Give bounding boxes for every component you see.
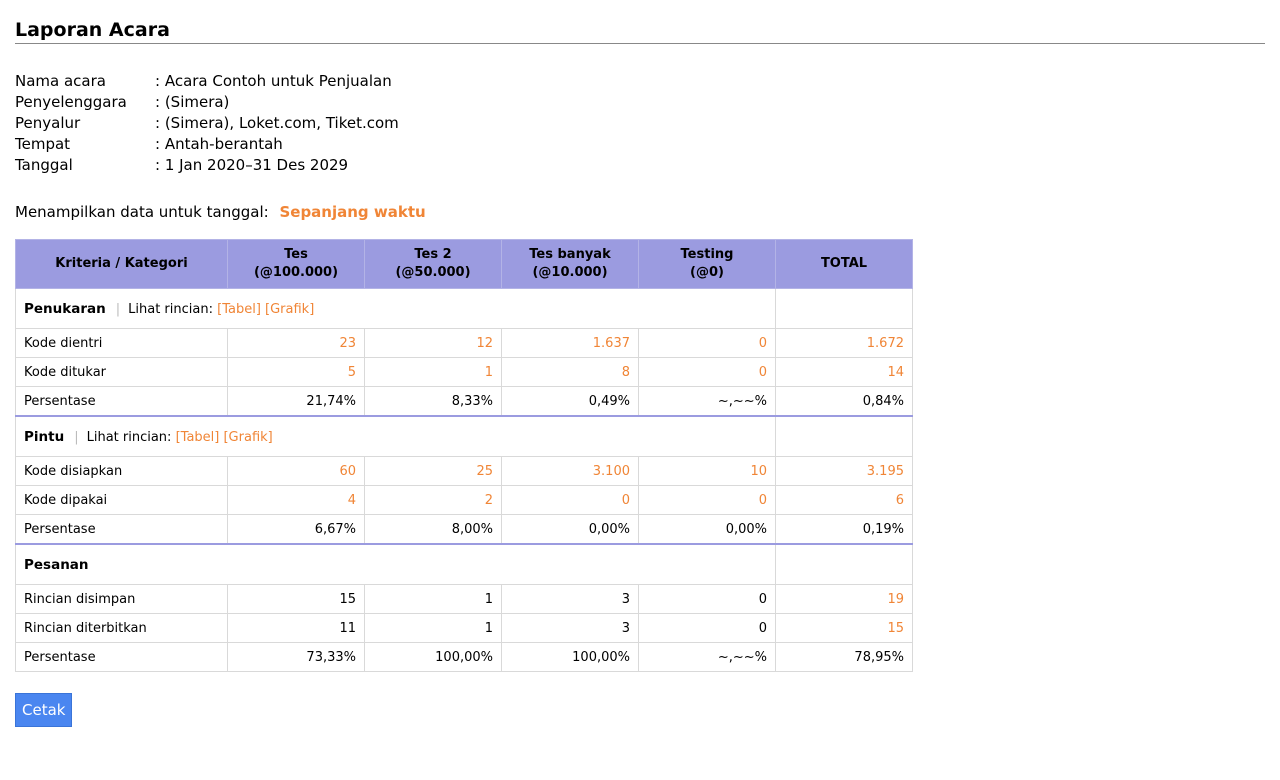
section-header-cell: [16, 416, 776, 457]
value-cell: 15: [228, 585, 365, 614]
value-cell[interactable]: 0: [639, 486, 776, 515]
value-cell: 0: [639, 614, 776, 643]
column-header-criteria: Kriteria / Kategori: [16, 240, 228, 289]
value-cell[interactable]: 4: [228, 486, 365, 515]
value-cell[interactable]: 0: [639, 329, 776, 358]
row-label: Kode dipakai: [16, 486, 228, 515]
info-row-event-name: [15, 71, 1265, 92]
value-cell[interactable]: 0: [502, 486, 639, 515]
detail-table-link[interactable]: [Tabel]: [217, 301, 261, 317]
separator: |: [115, 301, 121, 317]
info-value: : 1 Jan 2020–31 Des 2029: [155, 156, 349, 174]
value-cell: 0,49%: [502, 387, 639, 417]
table-row: [16, 329, 913, 358]
value-cell[interactable]: 60: [228, 457, 365, 486]
value-cell[interactable]: 5: [228, 358, 365, 387]
value-cell: 100,00%: [502, 643, 639, 672]
value-cell: 0,00%: [639, 515, 776, 545]
section-total-cell: [776, 544, 913, 585]
value-cell[interactable]: 2: [365, 486, 502, 515]
value-cell[interactable]: 10: [639, 457, 776, 486]
value-cell[interactable]: 25: [365, 457, 502, 486]
row-label: Persentase: [16, 643, 228, 672]
event-info: [15, 71, 1265, 176]
total-cell: 0,19%: [776, 515, 913, 545]
detail-label: Lihat rincian:: [86, 429, 172, 445]
info-row-distributor: [15, 113, 1265, 134]
total-cell[interactable]: 19: [776, 585, 913, 614]
total-cell[interactable]: 1.672: [776, 329, 913, 358]
info-label: Penyelenggara: [15, 93, 127, 111]
value-cell: 0,00%: [502, 515, 639, 545]
section-header-cell: [16, 544, 776, 585]
info-label: Tempat: [15, 135, 71, 153]
value-cell: 100,00%: [365, 643, 502, 672]
table-row: [16, 585, 913, 614]
table-body: [16, 289, 913, 672]
total-cell: 0,84%: [776, 387, 913, 417]
row-label: Kode disiapkan: [16, 457, 228, 486]
info-row-organizer: [15, 92, 1265, 113]
value-cell: 8,33%: [365, 387, 502, 417]
column-header-tes-2: Tes 2 (@50.000): [365, 240, 502, 289]
value-cell: 1: [365, 585, 502, 614]
value-cell: 11: [228, 614, 365, 643]
info-row-venue: [15, 134, 1265, 155]
column-header-tes: Tes (@100.000): [228, 240, 365, 289]
info-value: : (Simera): [155, 93, 230, 111]
info-label: Penyalur: [15, 114, 81, 132]
value-cell[interactable]: 1.637: [502, 329, 639, 358]
section-title: Pintu: [24, 428, 65, 445]
value-cell[interactable]: 3.100: [502, 457, 639, 486]
report-table: [15, 239, 913, 672]
info-label: Nama acara: [15, 72, 106, 90]
column-header-total: TOTAL: [776, 240, 913, 289]
total-cell[interactable]: 15: [776, 614, 913, 643]
detail-label: Lihat rincian:: [128, 301, 213, 317]
row-label: Rincian disimpan: [16, 585, 228, 614]
table-row: [16, 643, 913, 672]
value-cell: 6,67%: [228, 515, 365, 545]
detail-chart-link[interactable]: [Grafik]: [223, 429, 273, 445]
value-cell: 73,33%: [228, 643, 365, 672]
total-cell[interactable]: 6: [776, 486, 913, 515]
info-label: Tanggal: [15, 156, 73, 174]
section-header-row: [16, 289, 913, 329]
total-cell: 78,95%: [776, 643, 913, 672]
value-cell: 21,74%: [228, 387, 365, 417]
table-row: [16, 358, 913, 387]
value-cell: 0: [639, 585, 776, 614]
section-header-cell: [16, 289, 776, 329]
column-header-testing: Testing (@0): [639, 240, 776, 289]
section-header-row: [16, 416, 913, 457]
row-label: Persentase: [16, 515, 228, 545]
date-range-label: Menampilkan data untuk tanggal:: [15, 203, 269, 221]
value-cell[interactable]: 1: [365, 358, 502, 387]
row-label: Rincian diterbitkan: [16, 614, 228, 643]
info-row-date: [15, 155, 1265, 176]
row-label: Persentase: [16, 387, 228, 417]
detail-table-link[interactable]: [Tabel]: [175, 429, 220, 445]
total-cell[interactable]: 3.195: [776, 457, 913, 486]
row-label: Kode ditukar: [16, 358, 228, 387]
page-title: Laporan Acara: [15, 0, 1265, 44]
table-row: [16, 457, 913, 486]
section-total-cell: [776, 289, 913, 329]
date-range-selector[interactable]: Sepanjang waktu: [279, 203, 426, 221]
value-cell: 1: [365, 614, 502, 643]
info-value: : Acara Contoh untuk Penjualan: [155, 72, 392, 90]
value-cell[interactable]: 8: [502, 358, 639, 387]
value-cell: ~,~~%: [639, 643, 776, 672]
table-header-row: [16, 240, 913, 289]
info-value: : (Simera), Loket.com, Tiket.com: [155, 114, 399, 132]
value-cell[interactable]: 12: [365, 329, 502, 358]
value-cell: 3: [502, 614, 639, 643]
section-header-row: [16, 544, 913, 585]
print-button[interactable]: Cetak: [15, 693, 72, 727]
table-row: [16, 387, 913, 417]
column-header-tes-banyak: Tes banyak (@10.000): [502, 240, 639, 289]
table-row: [16, 486, 913, 515]
row-label: Kode dientri: [16, 329, 228, 358]
table-row: [16, 515, 913, 545]
info-value: : Antah-berantah: [155, 135, 283, 153]
value-cell: ~,~~%: [639, 387, 776, 417]
section-total-cell: [776, 416, 913, 457]
table-row: [16, 614, 913, 643]
value-cell[interactable]: 23: [228, 329, 365, 358]
separator: |: [74, 429, 79, 445]
detail-chart-link[interactable]: [Grafik]: [265, 301, 315, 317]
value-cell: 3: [502, 585, 639, 614]
value-cell[interactable]: 0: [639, 358, 776, 387]
total-cell[interactable]: 14: [776, 358, 913, 387]
value-cell: 8,00%: [365, 515, 502, 545]
section-title: Pesanan: [24, 556, 89, 573]
date-range: [15, 202, 1265, 222]
section-title: Penukaran: [24, 300, 106, 317]
